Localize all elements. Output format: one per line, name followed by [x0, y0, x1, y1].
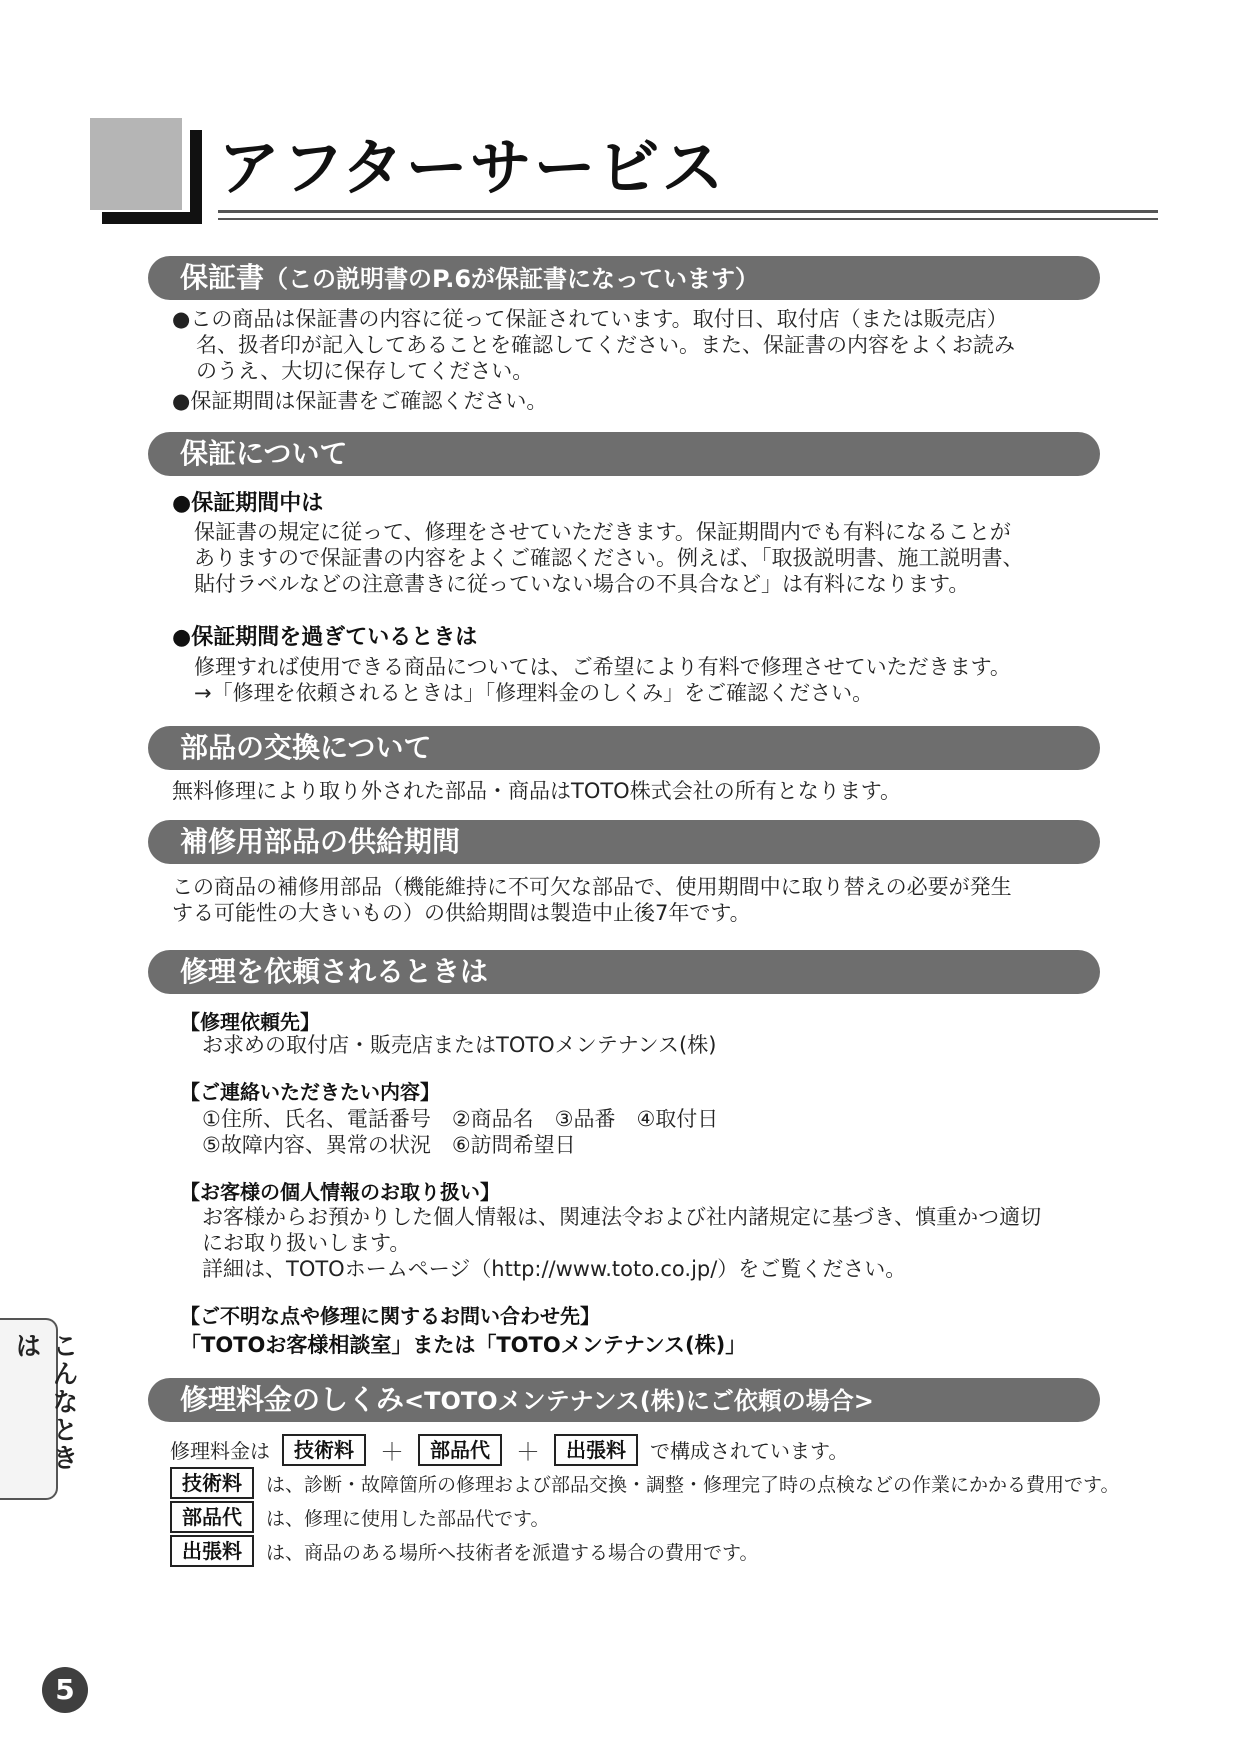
heading-text: 保証書	[180, 261, 265, 294]
cost-term-box: 技術料	[282, 1434, 366, 1466]
title-rule	[218, 210, 1158, 213]
cost-definition-text: は、診断・故障箇所の修理および部品交換・調整・修理完了時の点検などの作業にかかる費用です。	[266, 1473, 1120, 1496]
cost-formula	[170, 1432, 848, 1467]
side-tab-label: こんなときは	[11, 1332, 78, 1472]
section-heading-repair-cost	[148, 1378, 1100, 1422]
text-line: 詳細は、TOTOホームページ（http://www.toto.co.jp/）をご覧ください。	[202, 1257, 907, 1281]
text-line: 保証書の規定に従って、修理をさせていただきます。保証期間内でも有料になることが	[194, 520, 1011, 544]
repair-where-text: お求めの取付店・販売店またはTOTOメンテナンス(株)	[202, 1033, 717, 1057]
bullet-line: 名、扱者印が記入してあることを確認してください。また、保証書の内容をよくお読み	[196, 333, 1015, 357]
warranty-during-title: ●保証期間中は	[172, 491, 324, 516]
cost-term-box: 部品代	[418, 1434, 502, 1466]
text-line: →「修理を依頼されるときは」「修理料金のしくみ」をご確認ください。	[194, 681, 874, 705]
text-line: この商品の補修用部品（機能維持に不可欠な部品で、使用期間中に取り替えの必要が発生	[172, 875, 1012, 899]
title-decoration-gray	[90, 118, 182, 210]
section-heading-supply-period	[148, 820, 1100, 864]
repair-where-title: 【修理依頼先】	[180, 1010, 320, 1034]
title-decoration-black	[190, 130, 202, 224]
bullet-line: のうえ、大切に保存してください。	[196, 359, 534, 383]
cost-term-box: 部品代	[170, 1501, 254, 1533]
heading-text: 修理を依頼されるときは	[180, 955, 489, 988]
text-line: ①住所、氏名、電話番号 ②商品名 ③品番 ④取付日	[202, 1107, 719, 1131]
warranty-after-text	[194, 654, 1011, 706]
repair-inquiry-title: 【ご不明な点や修理に関するお問い合わせ先】	[180, 1304, 600, 1328]
side-tab	[0, 1318, 78, 1500]
cost-term-box: 技術料	[170, 1467, 254, 1499]
cost-definition-text: は、修理に使用した部品代です。	[266, 1507, 550, 1530]
cost-definition-text: は、商品のある場所へ技術者を派遣する場合の費用です。	[266, 1541, 759, 1564]
cost-definition	[170, 1535, 758, 1567]
repair-privacy-title: 【お客様の個人情報のお取り扱い】	[180, 1180, 500, 1204]
text-line: にお取り扱いします。	[202, 1231, 411, 1255]
page-title: アフターサービス	[218, 131, 726, 204]
formula-prefix: 修理料金は	[170, 1439, 270, 1463]
bullet-line: ●この商品は保証書の内容に従って保証されています。取付日、取付店（または販売店）	[172, 307, 1008, 331]
text-line: お客様からお預かりした個人情報は、関連法令および社内諸規定に基づき、慎重かつ適切	[202, 1205, 1042, 1229]
text-line: ⑤故障内容、異常の状況 ⑥訪問希望日	[202, 1133, 576, 1157]
cost-definition	[170, 1501, 549, 1533]
section-heading-parts-exchange	[148, 726, 1100, 770]
section-heading-warranty	[148, 432, 1100, 476]
text-line: する可能性の大きいもの）の供給期間は製造中止後7年です。	[172, 901, 751, 925]
supply-period-text	[172, 874, 1012, 926]
title-rule	[218, 218, 1158, 220]
warranty-during-text	[194, 519, 1024, 597]
warranty-card-text	[172, 306, 1015, 414]
plus-sign: ＋	[380, 1438, 404, 1466]
text-line: 修理すれば使用できる商品については、ご希望により有料で修理させていただきます。	[194, 655, 1011, 679]
formula-suffix: で構成されています。	[650, 1439, 849, 1463]
cost-term-box: 出張料	[170, 1535, 254, 1567]
repair-contact-text	[202, 1106, 718, 1158]
heading-text: 修理料金のしくみ	[180, 1383, 405, 1416]
section-heading-repair-request	[148, 950, 1100, 994]
cost-definition	[170, 1467, 1119, 1499]
heading-note: （この説明書のP.6が保証書になっています）	[264, 265, 760, 293]
text-line: 貼付ラベルなどの注意書きに従っていない場合の不具合など」は有料になります。	[194, 572, 970, 596]
cost-term-box: 出張料	[554, 1434, 638, 1466]
heading-note: <TOTOメンテナンス(株)にご依頼の場合>	[404, 1387, 874, 1415]
heading-text: 補修用部品の供給期間	[180, 825, 461, 858]
warranty-after-title: ●保証期間を過ぎているときは	[172, 625, 478, 650]
repair-inquiry-text: 「TOTOお客様相談室」または「TOTOメンテナンス(株)」	[180, 1333, 747, 1357]
parts-exchange-text: 無料修理により取り外された部品・商品はTOTO株式会社の所有となります。	[172, 779, 902, 803]
heading-text: 保証について	[180, 437, 348, 470]
repair-privacy-text	[202, 1204, 1041, 1282]
plus-sign: ＋	[516, 1438, 540, 1466]
title-decoration-black-bottom	[102, 212, 202, 224]
heading-text: 部品の交換について	[180, 731, 432, 764]
section-heading-warranty-card	[148, 256, 1100, 300]
page-number: 5	[42, 1667, 88, 1713]
bullet-line: ●保証期間は保証書をご確認ください。	[172, 389, 548, 413]
repair-contact-title: 【ご連絡いただきたい内容】	[180, 1080, 440, 1104]
text-line: ありますので保証書の内容をよくご確認ください。例えば、「取扱説明書、施工説明書、	[194, 546, 1024, 570]
